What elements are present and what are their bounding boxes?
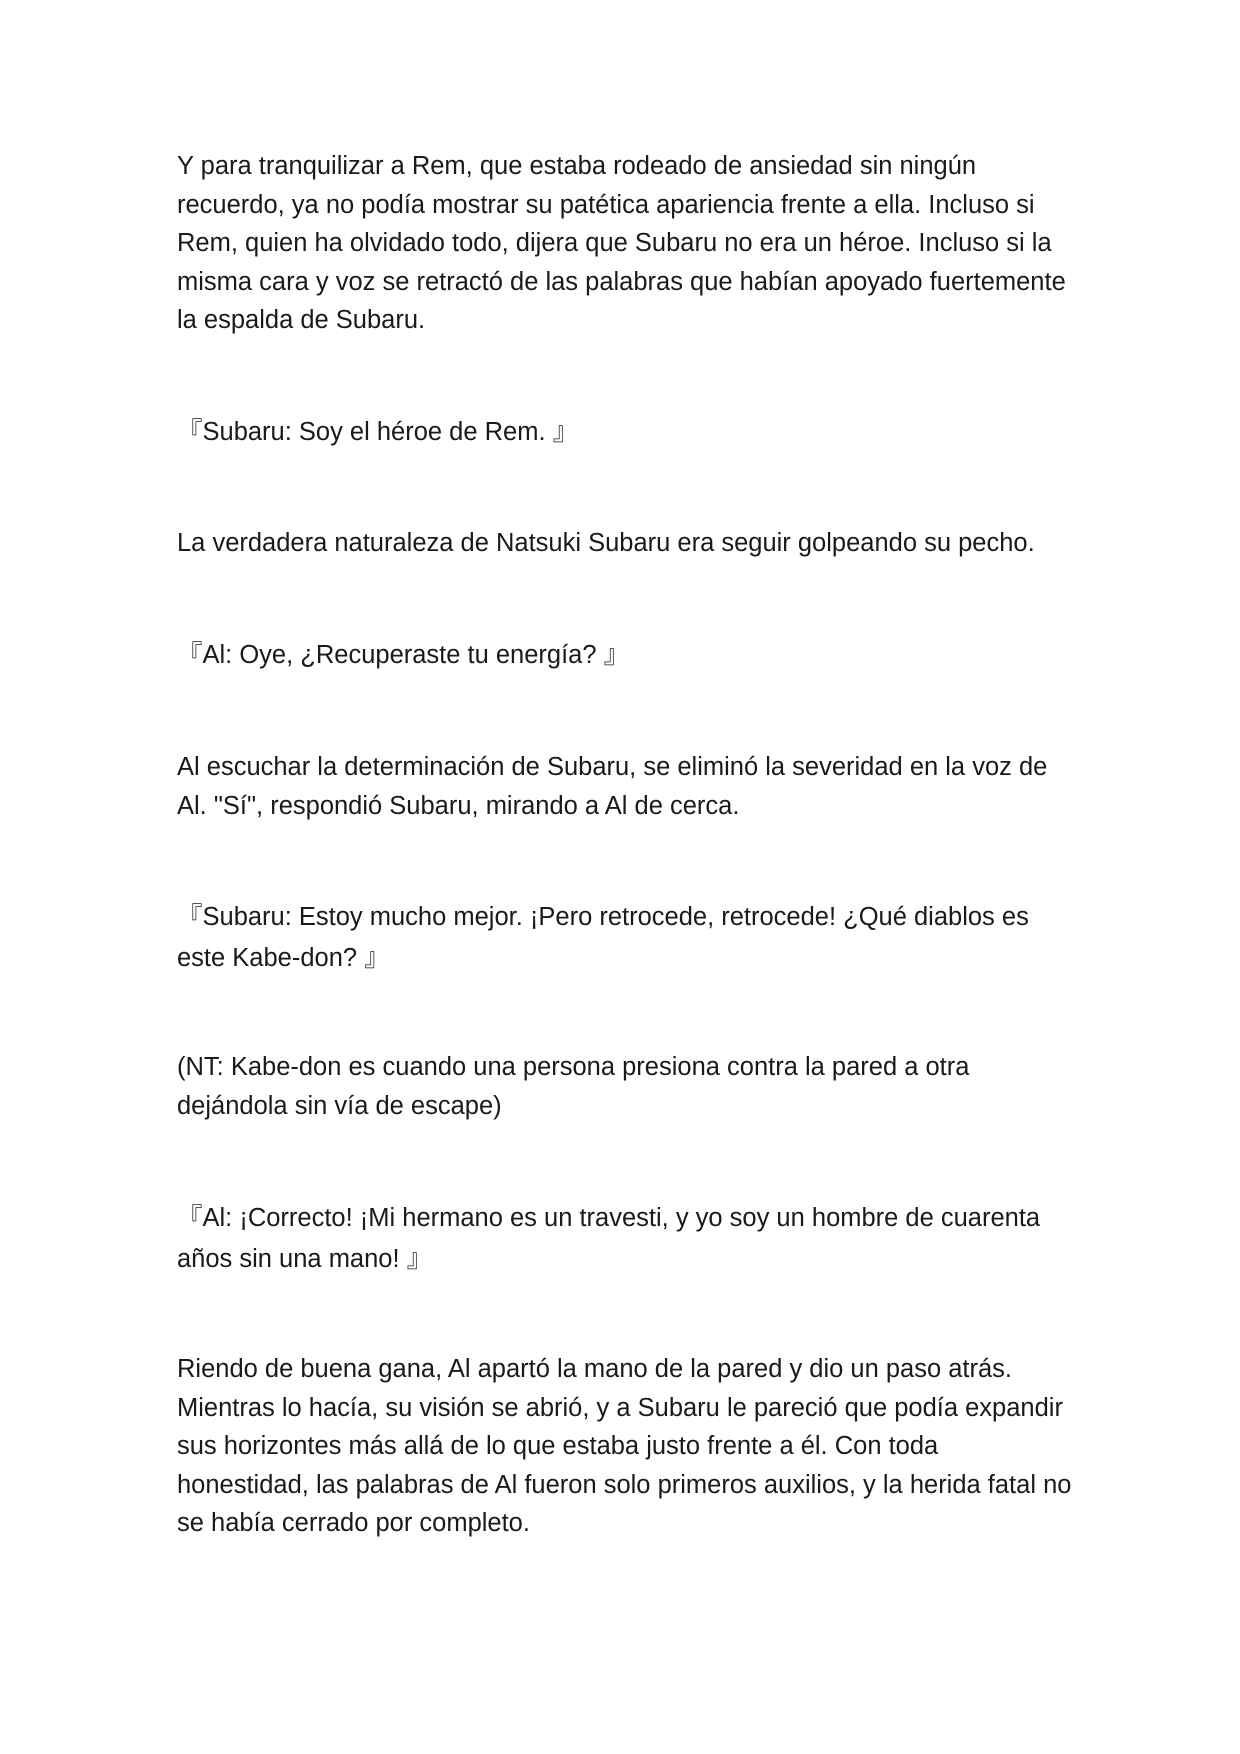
dialogue-al-2: 『Al: ¡Correcto! ¡Mi hermano es un travesti, y yo soy un hombre de cuarenta años sin una mano! 』 (177, 1204, 1041, 1273)
paragraph-narration-1: Y para tranquilizar a Rem, que estaba rodeado de ansiedad sin ningún recuerdo, ya no podía mostrar su patética apariencia frente a ella. Incluso si Rem, quien ha olvidado todo, dijera que Subaru no era un héroe. Incluso si la misma cara y voz se retractó de las palabras que habían apoyado fuertemente la espalda de Subaru. (177, 152, 1066, 334)
paragraph-narration-3: Al escuchar la determinación de Subaru, se eliminó la severidad en la voz de Al. "Sí", respondió Subaru, mirando a Al de cerca. (177, 753, 1048, 820)
paragraph-narration-4: Riendo de buena gana, Al apartó la mano de la pared y dio un paso atrás. Mientras lo hacía, su visión se abrió, y a Subaru le pareció que podía expandir sus horizontes más allá de lo que estaba justo frente a él. Con toda honestidad, las palabras de Al fueron solo primeros auxilios, y la herida fatal no se había cerrado por completo. (177, 1355, 1072, 1537)
dialogue-subaru-2: 『Subaru: Estoy mucho mejor. ¡Pero retrocede, retrocede! ¿Qué diablos es este Kabe-don? 』 (177, 903, 1029, 972)
dialogue-subaru-1: 『Subaru: Soy el héroe de Rem. 』 (177, 418, 579, 446)
paragraph-narration-2: La verdadera naturaleza de Natsuki Subaru era seguir golpeando su pecho. (177, 529, 1035, 557)
dialogue-al-1: 『Al: Oye, ¿Recuperaste tu energía? 』 (177, 641, 630, 669)
translator-note: (NT: Kabe-don es cuando una persona presiona contra la pared a otra dejándola sin vía de escape) (177, 1053, 970, 1120)
